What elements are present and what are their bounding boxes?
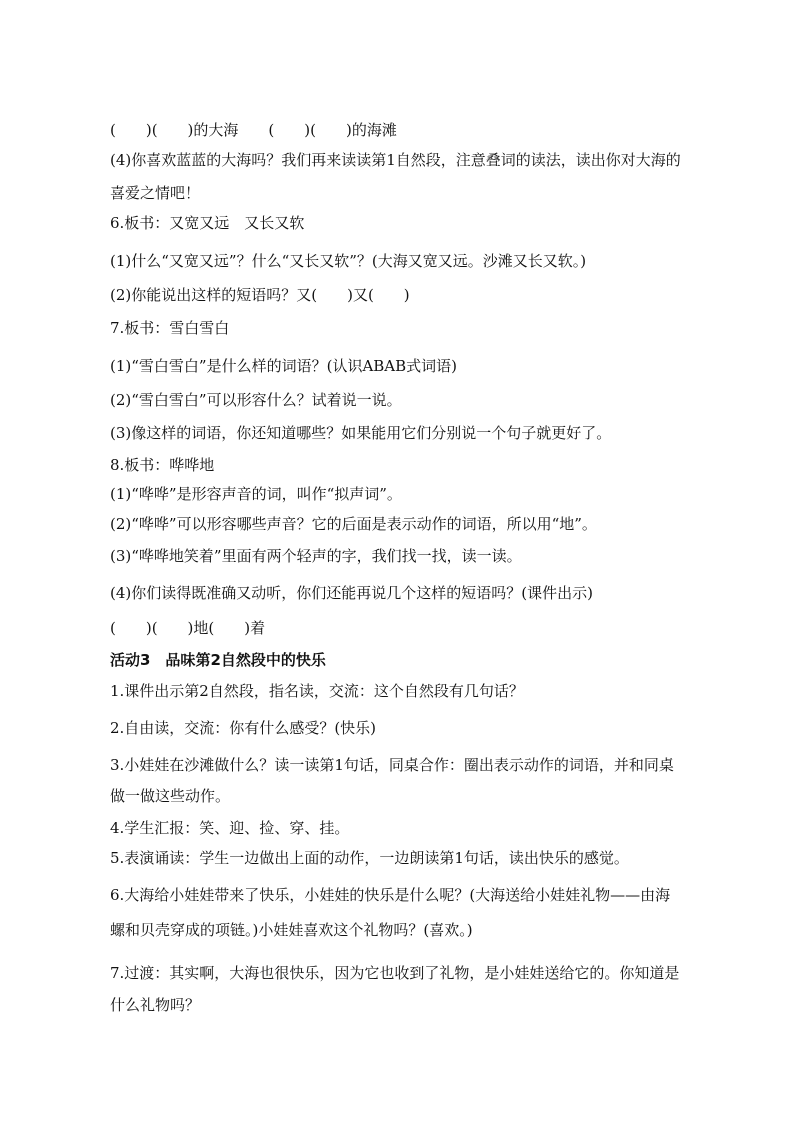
step-4: 4.学生汇报：笑、迎、捡、穿、挂。 (110, 819, 350, 837)
step-1: 1.课件出示第2自然段，指名读，交流：这个自然段有几句话？ (110, 682, 524, 700)
item-6-1: (1)什么“又宽又远”？什么“又长又软”？(大海又宽又远。沙滩又长又软。) (110, 252, 587, 270)
step-3-continuation: 做一做这些动作。 (110, 787, 231, 805)
step-7-continuation: 什么礼物吗？ (110, 996, 201, 1014)
step-7: 7.过渡：其实啊，大海也很快乐，因为它也收到了礼物，是小娃娃送给它的。你知道是 (110, 964, 680, 982)
step-6: 6.大海给小娃娃带来了快乐，小娃娃的快乐是什么呢？(大海送给小娃娃礼物——由海 (110, 886, 671, 904)
item-7-1: (1)“雪白雪白”是什么样的词语？(认识ABAB式词语) (110, 357, 458, 375)
step-6-continuation: 螺和贝壳穿成的项链。)小娃娃喜欢这个礼物吗？(喜欢。) (110, 921, 473, 939)
step-5: 5.表演诵读：学生一边做出上面的动作，一边朗读第1句话，读出快乐的感觉。 (110, 849, 629, 867)
item-8-3: (3)“哗哗地笑着”里面有两个轻声的字，我们找一找，读一读。 (110, 547, 522, 565)
item-7-3: (3)像这样的词语，你还知道哪些？如果能用它们分别说一个句子就更好了。 (110, 424, 612, 442)
board-writing-8: 8.板书：哗哗地 (110, 456, 215, 474)
item-7-2: (2)“雪白雪白”可以形容什么？试着说一说。 (110, 391, 402, 409)
item-8-2: (2)“哗哗”可以形容哪些声音？它的后面是表示动作的词语，所以用“地”。 (110, 515, 597, 533)
step-2: 2.自由读，交流：你有什么感受？(快乐) (110, 719, 377, 737)
item-8-4: (4)你们读得既准确又动听，你们还能再说几个这样的短语吗？(课件出示) (110, 584, 593, 602)
question-4-love-sea: (4)你喜欢蓝蓝的大海吗？我们再来读读第1自然段，注意叠词的读法，读出你对大海的 (110, 151, 681, 169)
board-writing-6: 6.板书：又宽又远 又长又软 (110, 214, 305, 232)
question-4-continuation: 喜爱之情吧！ (110, 184, 201, 202)
item-8-1: (1)“哗哗”是形容声音的词，叫作“拟声词”。 (110, 485, 402, 503)
activity-3-heading: 活动3 品味第2自然段中的快乐 (110, 651, 326, 669)
fill-blank-phrase: ( )( )地( )着 (110, 619, 266, 637)
board-writing-7: 7.板书：雪白雪白 (110, 319, 230, 337)
fill-blank-sea-beach: ( )( )的大海 ( )( )的海滩 (110, 121, 397, 139)
item-6-2: (2)你能说出这样的短语吗？又( )又( ) (110, 286, 410, 304)
step-3: 3.小娃娃在沙滩做什么？读一读第1句话，同桌合作：圈出表示动作的词语，并和同桌 (110, 756, 674, 774)
